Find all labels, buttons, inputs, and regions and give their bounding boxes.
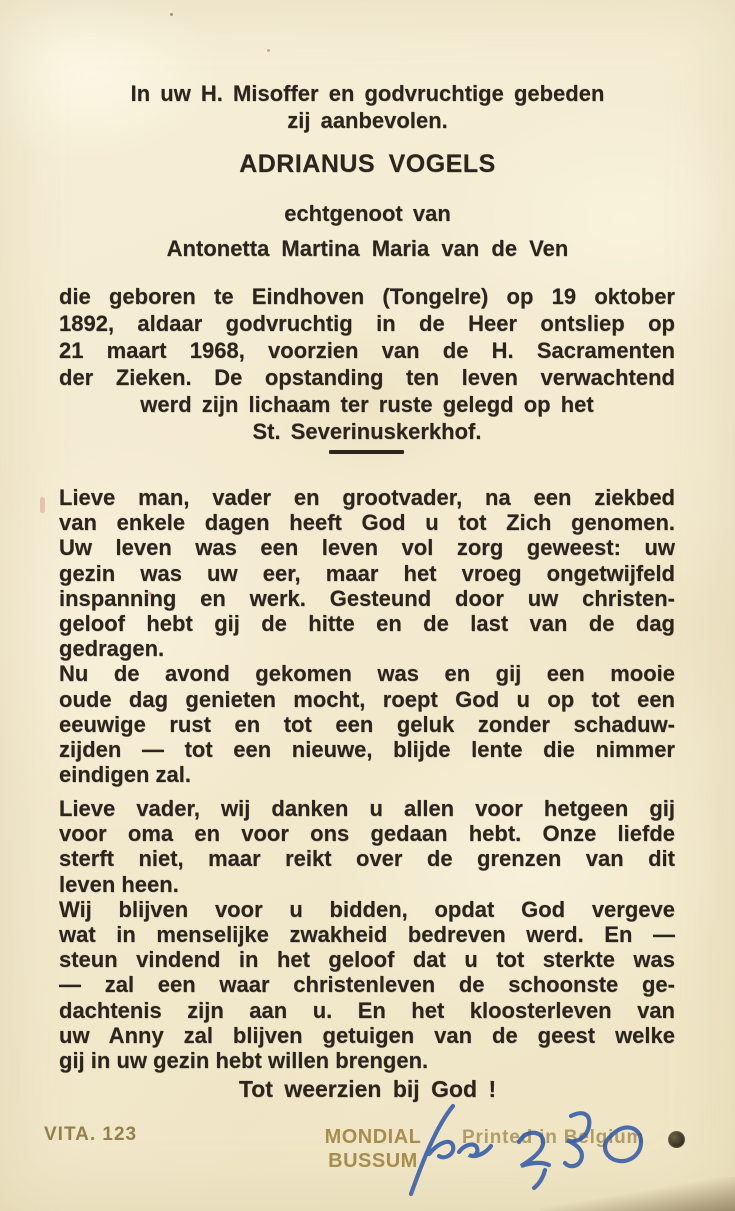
text-line: Wij blijven voor u bidden, opdat God vergeve (59, 896, 675, 922)
text-line: leven heen. (59, 871, 179, 897)
paper-speck (170, 13, 173, 16)
text-line: St. Severinuskerkhof. (252, 419, 482, 444)
text-line: werd zijn lichaam ter ruste gelegd op het (140, 392, 594, 417)
text-line: van enkele dagen heeft God u tot Zich genomen. (59, 510, 675, 536)
biography-paragraph (59, 283, 675, 445)
text-line: Nu de avond gekomen was en gij een mooie (59, 661, 675, 687)
reference-number: VITA. 123 (44, 1124, 138, 1145)
text-line: zijden — tot een nieuwe, blijde lente die nimmer (59, 737, 675, 763)
text-line: 21 maart 1968, voorzien van de H. Sacramenten (59, 338, 675, 363)
text-line: In uw H. Misoffer en godvruchtige gebeden (130, 81, 605, 106)
text-line: voor oma en voor ons gedaan hebt. Onze liefde (59, 821, 675, 847)
text-line: eeuwige rust en tot een geluk zonder schaduw- (59, 711, 675, 737)
eulogy-paragraph-2 (59, 796, 675, 1073)
deceased-name: ADRIANUS VOGELS (239, 150, 496, 178)
text-line: steun vindend in het geloof dat u tot sterkte was (59, 947, 675, 973)
text-line: 1892, aldaar godvruchtig in de Heer ontsliep op (59, 311, 675, 336)
intro-text (0, 80, 735, 134)
spouse-name: Antonetta Martina Maria van de Ven (166, 236, 569, 261)
paper-stain (40, 497, 45, 513)
text-line: die geboren te Eindhoven (Tongelre) op 19 oktober (59, 284, 675, 309)
closing-line: Tot weerzien bij God ! (238, 1076, 497, 1102)
text-line: wat in menselijke zwakheid bedreven werd. En — (59, 922, 675, 948)
text-line: geloof hebt gij de hitte en de last van de dag (59, 611, 675, 637)
text-line: zij aanbevolen. (287, 108, 448, 133)
paper-speck (148, 592, 152, 596)
text-line: gij in uw gezin hebt willen brengen. (59, 1048, 429, 1074)
text-line: gezin was uw eer, maar het vroeg ongetwijfeld (59, 560, 675, 586)
relation-label: echtgenoot van (284, 201, 451, 226)
scan-shadow (540, 1177, 735, 1211)
text-line: Uw leven was een leven vol zorg geweest: uw (59, 535, 675, 561)
text-line: oude dag genieten mocht, roept God u op tot een (59, 686, 675, 712)
eulogy-paragraph-1 (59, 485, 675, 787)
text-line: eindigen zal. (59, 762, 192, 788)
text-line: inspanning en werk. Gesteund door uw christen- (59, 585, 675, 611)
text-line: — zal een waar christenleven de schoonste ge- (59, 972, 675, 998)
publisher-name: MONDIAL (324, 1126, 422, 1148)
text-line: dachtenis zijn aan u. En het kloosterleven van (59, 997, 675, 1023)
printer-emblem-icon (668, 1131, 685, 1148)
text-line: Lieve man, vader en grootvader, na een ziekbed (59, 485, 675, 510)
text-line: gedragen. (59, 636, 165, 662)
paper-speck (267, 49, 270, 52)
printed-in-note: Printed in Belgium (462, 1127, 645, 1148)
text-line: sterft niet, maar reikt over de grenzen van dit (59, 846, 675, 872)
text-line: Lieve vader, wij danken u allen voor hetgeen gij (59, 796, 675, 821)
text-line: der Zieken. De opstanding ten leven verwachtend (59, 365, 675, 390)
text-line: uw Anny zal blijven getuigen van de geest welke (59, 1022, 675, 1048)
publisher-city: BUSSUM (328, 1150, 418, 1172)
section-divider (329, 450, 404, 454)
